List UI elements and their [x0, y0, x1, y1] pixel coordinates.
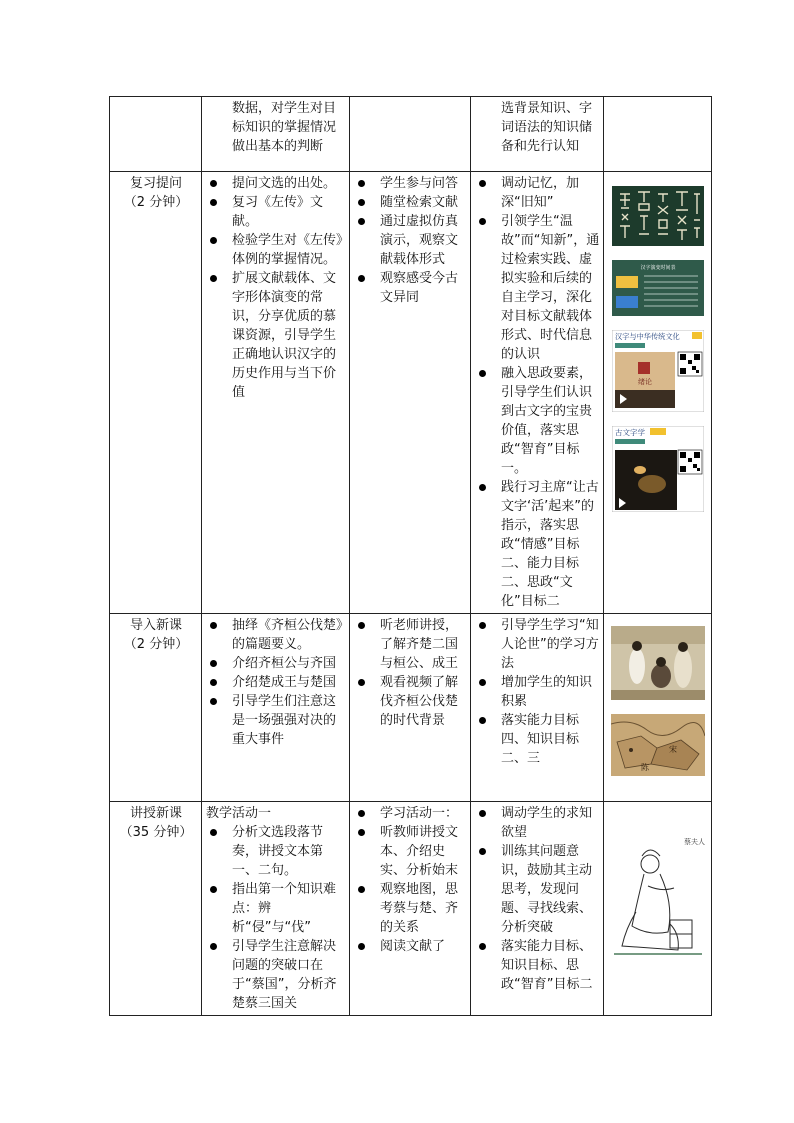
lady-cai-illustration [608, 808, 708, 968]
list-item: 调动学生的求知欲望 [475, 804, 600, 842]
table-row-continuation [110, 97, 712, 172]
stage-time: （2 分钟） [123, 195, 189, 210]
stage-cell [110, 614, 202, 802]
list-item: 听老师讲授，了解齐楚二国与桓公、成王 [354, 616, 467, 673]
list-item: 提问文选的出处。 [206, 174, 346, 193]
design-intent-cell: 选背景知识、字词语法的知识储备和先行认知 [471, 97, 604, 172]
image-cell [604, 614, 712, 802]
list-item: 扩展文献载体、文字形体演变的常识，分享优质的慕课资源，引导学生正确地认识汉字的历史作用与当下价值 [206, 269, 346, 402]
design-intent-cell [471, 614, 604, 802]
list-item: 落实能力目标四、知识目标二、三 [475, 711, 600, 768]
ancient-states-map-image [611, 714, 705, 776]
list-item: 抽绎《齐桓公伐楚》的篇题要义。 [206, 616, 346, 654]
list-item: 践行习主席“让古文字‘活’起来”的指示，落实思政“情感”目标二、能力目标二、思政“文化”目标二 [475, 478, 600, 611]
list-item: 引导学生注意解决问题的突破口在于“蔡国”，分析齐楚蔡三国关 [206, 937, 346, 1013]
student-activity-cell [350, 614, 471, 802]
illustration-caption: 蔡夫人 [684, 838, 705, 846]
student-activity-cell [350, 97, 471, 172]
chart-image-title: 汉字演变时间表 [640, 265, 676, 271]
image-cell [604, 802, 712, 1016]
map-label-song: 宋 [669, 745, 677, 754]
student-activity-cell [350, 172, 471, 614]
table-row-introduction [110, 614, 712, 802]
stage-time: （2 分钟） [123, 637, 189, 652]
mooc-lesson-title: 绪论 [638, 378, 652, 386]
list-item: 学习活动一： [354, 804, 467, 823]
map-label-chen: 陈 [641, 763, 649, 772]
list-item: 听教师讲授文本、介绍史实、分析始末 [354, 823, 467, 880]
stage-time: （35 分钟） [119, 825, 193, 840]
image-cell [604, 172, 712, 614]
mooc-course-screenshot [612, 330, 704, 412]
teacher-activity-cell [202, 802, 350, 1016]
table-row-new-lesson [110, 802, 712, 1016]
lesson-plan-table [109, 96, 712, 1016]
mooc-ancient-script-screenshot [612, 426, 704, 512]
list-item: 观察地图，思考蔡与楚、齐的关系 [354, 880, 467, 937]
list-item: 学生参与问答 [354, 174, 467, 193]
historical-painting-image [611, 626, 705, 700]
stage-title: 导入新课 [129, 618, 182, 633]
list-item: 落实能力目标、知识目标、思政“智育”目标二 [475, 937, 600, 994]
design-intent-cell [471, 802, 604, 1016]
stage-title: 复习提问 [129, 176, 182, 191]
list-item: 阅读文献了 [354, 937, 467, 956]
student-activity-cell [350, 802, 471, 1016]
list-item: 引导学生学习“知人论世”的学习方法 [475, 616, 600, 673]
script-evolution-chart-image [612, 260, 704, 316]
teacher-activity-cell [202, 614, 350, 802]
list-item: 观看视频了解伐齐桓公伐楚的时代背景 [354, 673, 467, 730]
list-item: 复习《左传》文献。 [206, 193, 346, 231]
teacher-activity-cell: 数据，对学生对目标知识的掌握情况做出基本的判断 [202, 97, 350, 172]
teacher-activity-cell [202, 172, 350, 614]
image-cell [604, 97, 712, 172]
stage-cell [110, 172, 202, 614]
list-item: 指出第一个知识难点：辨析“侵”与“伐” [206, 880, 346, 937]
list-item: 增加学生的知识积累 [475, 673, 600, 711]
list-item: 介绍齐桓公与齐国 [206, 654, 346, 673]
list-item: 融入思政要素，引导学生们认识到古文字的宝贵价值，落实思政“智育”目标一。 [475, 364, 600, 478]
activity-heading: 教学活动一 [206, 806, 272, 821]
list-item: 检验学生对《左传》体例的掌握情况。 [206, 231, 346, 269]
mooc-course-title: 汉字与中华传统文化 [615, 332, 680, 341]
list-item: 调动记忆，加深“旧知” [475, 174, 600, 212]
list-item: 通过虚拟仿真演示，观察文献载体形式 [354, 212, 467, 269]
list-item: 引导学生们注意这是一场强强对决的重大事件 [206, 692, 346, 749]
list-item: 引领学生“温故”而“知新”，通过检索实践、虚拟实验和后续的自主学习，深化对目标文献载体形式、时代信息的认识 [475, 212, 600, 364]
list-item: 分析文选段落节奏，讲授文本第一、二句。 [206, 823, 346, 880]
ancient-script-image [612, 186, 704, 246]
stage-cell [110, 802, 202, 1016]
list-item: 观察感受今古文异同 [354, 269, 467, 307]
list-item: 介绍楚成王与楚国 [206, 673, 346, 692]
stage-cell [110, 97, 202, 172]
design-intent-cell [471, 172, 604, 614]
list-item: 随堂检索文献 [354, 193, 467, 212]
list-item: 训练其问题意识，鼓励其主动思考，发现问题、寻找线索、分析突破 [475, 842, 600, 937]
stage-title: 讲授新课 [129, 806, 182, 821]
mooc2-course-title: 古文字学 [615, 428, 645, 437]
table-row-review [110, 172, 712, 614]
